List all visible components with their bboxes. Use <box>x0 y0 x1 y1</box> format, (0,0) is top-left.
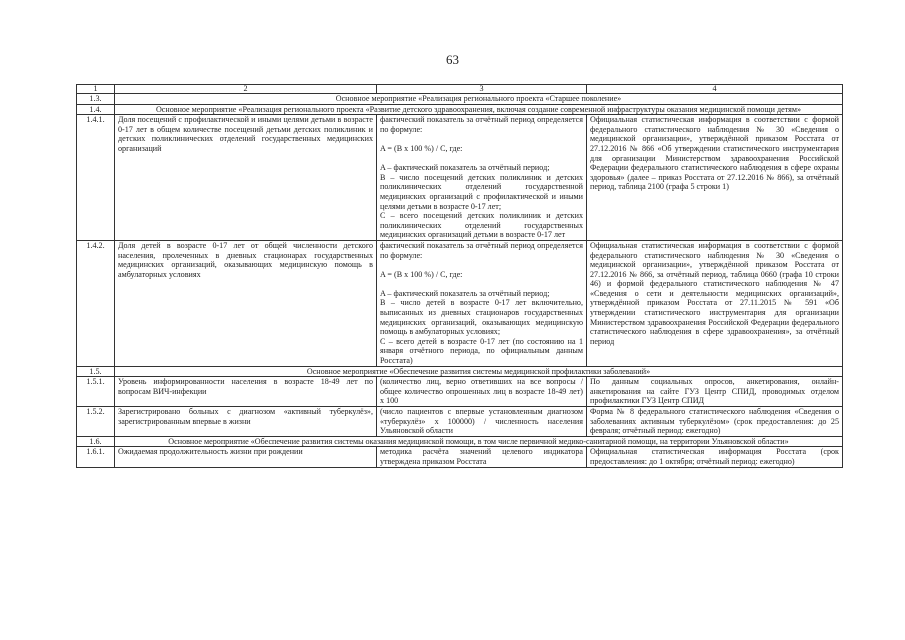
table-row <box>77 407 843 437</box>
row-number: 1.4. <box>77 104 115 115</box>
formula-var-b: B – число детей в возрасте 0-17 лет включительно, выписанных из дневных стационаров государственных медицинских организаций, оказывающих медицинскую помощь в амбулаторных условиях; <box>380 298 583 337</box>
data-source: Форма № 8 федерального статистического наблюдения «Сведения о заболеваниях активным туберкулёзом» (срок предоставления: до 25 февраля; отчётный период: ежегодно) <box>587 407 843 437</box>
section-title: Основное мероприятие «Обеспечение развития системы медицинской профилактики заболеваний» <box>115 366 843 377</box>
data-source: Официальная статистическая информация в соответствии с формой федерального статистического наблюдения № 30 «Сведения о медицинской организации», утверждённой приказом Росстата от 27.12.2016 № 866, за отчётный период, таблица 0660 (графа 10 строки 46) и формой федерального статистического наблюдения № 47 «Сведения о сети и деятельности медицинских организаций», утверждённой приказом Росстата от 27.11.2015 № 591 «Об утверждении статистического инструментария для организации Министерством здравоохранения Российской Федерации федерального статистического наблюдения в сфере здравоохранения», за отчётный период <box>587 240 843 366</box>
page-number: 63 <box>446 52 459 67</box>
table-row <box>77 115 843 241</box>
formula-var-a: A – фактический показатель за отчётный период; <box>380 163 550 173</box>
section-title: Основное мероприятие «Обеспечение развития системы оказания медицинской помощи, в том числе первичной медико-санитарной помощи, на территории Ульяновской области» <box>115 436 843 447</box>
calculation-method <box>377 240 587 366</box>
table-header-row <box>77 85 843 94</box>
row-number: 1.4.1. <box>77 115 115 241</box>
section-title: Основное мероприятие «Реализация регионального проекта «Старшее поколение» <box>115 94 843 105</box>
section-title: Основное мероприятие «Реализация регионального проекта «Развитие детского здравоохранения, включая создание современной инфраструктуры оказания медицинской помощи детям» <box>115 104 843 115</box>
indicator-name: Доля детей в возрасте 0-17 лет от общей численности детского населения, пролеченных в дневных стационарах государственных медицинских организаций, оказывающих медицинскую помощь в амбулаторных условиях <box>115 240 377 366</box>
row-number: 1.6. <box>77 436 115 447</box>
data-source: Официальная статистическая информация Росстата (срок предоставления: до 1 октября; отчётный период: ежегодно) <box>587 447 843 467</box>
indicator-name: Зарегистрировано больных с диагнозом «активный туберкулёз», зарегистрированным впервые в жизни <box>115 407 377 437</box>
indicator-table <box>76 84 843 468</box>
indicator-name: Доля посещений с профилактической и иными целями детьми в возрасте 0-17 лет в общем количестве посещений детьми детских поликлиник и детских поликлинических отделений государственных медицинских организаций <box>115 115 377 241</box>
indicator-name: Ожидаемая продолжительность жизни при рождении <box>115 447 377 467</box>
section-row <box>77 436 843 447</box>
calculation-method: методика расчёта значений целевого индикатора утверждена приказом Росстата <box>377 447 587 467</box>
section-row <box>77 104 843 115</box>
row-number: 1.5.1. <box>77 377 115 407</box>
formula: A = (B x 100 %) / C, где: <box>380 143 463 153</box>
formula-var-a: A – фактический показатель за отчётный период; <box>380 288 550 298</box>
formula-var-b: B – число посещений детских поликлиник и детских поликлинических отделений государственной медицинских организаций с профилактической и иными целями детьми в возрасте 0-17 лет; <box>380 172 583 211</box>
calculation-method <box>377 115 587 241</box>
calculation-method: (число пациентов с впервые установленным диагнозом «туберкулёз» x 100000) / численность населения Ульяновской области <box>377 407 587 437</box>
header-cell: 1 <box>77 85 115 94</box>
table-row <box>77 377 843 407</box>
row-number: 1.3. <box>77 94 115 105</box>
row-number: 1.6.1. <box>77 447 115 467</box>
formula-intro: фактический показатель за отчётный период определяется по формуле: <box>380 115 583 134</box>
data-source: Официальная статистическая информация в соответствии с формой федерального статистического наблюдения № 30 «Сведения о медицинской организации», утверждённой приказом Росстата от 27.12.2016 № 866 «Об утверждении статистического инструментария для организации Министерством здравоохранения Российской Федерации федерального статистического наблюдения в сфере охраны здоровья» (далее – приказ Росстата от 27.12.2016 № 866), за отчётный период, таблица 2100 (графа 5 строки 1) <box>587 115 843 241</box>
calculation-method: (количество лиц, верно ответивших на все вопросы / общее количество опрошенных лиц в возрасте 18-49 лет) x 100 <box>377 377 587 407</box>
table-row <box>77 240 843 366</box>
section-row <box>77 366 843 377</box>
row-number: 1.5.2. <box>77 407 115 437</box>
row-number: 1.5. <box>77 366 115 377</box>
header-cell: 4 <box>587 85 843 94</box>
header-cell: 3 <box>377 85 587 94</box>
section-row <box>77 94 843 105</box>
formula-var-c: C – всего детей в возрасте 0-17 лет (по состоянию на 1 января отчётного периода, по официальным данным Росстата) <box>380 336 583 366</box>
formula-intro: фактический показатель за отчётный период определяется по формуле: <box>380 240 583 260</box>
formula-var-c: C – всего посещений детских поликлиник и детских поликлинических отделений государственных медицинских организаций детьми в возрасте 0-17 лет <box>380 211 583 240</box>
indicator-name: Уровень информированности населения в возрасте 18-49 лет по вопросам ВИЧ-инфекции <box>115 377 377 407</box>
formula: A = (B x 100 %) / C, где: <box>380 269 463 279</box>
data-source: По данным социальных опросов, анкетирования, онлайн-анкетирования на сайте ГУЗ Центр СПИД, проводимых отделом профилактики ГУЗ Центр СПИД <box>587 377 843 407</box>
header-cell: 2 <box>115 85 377 94</box>
row-number: 1.4.2. <box>77 240 115 366</box>
table-row <box>77 447 843 467</box>
